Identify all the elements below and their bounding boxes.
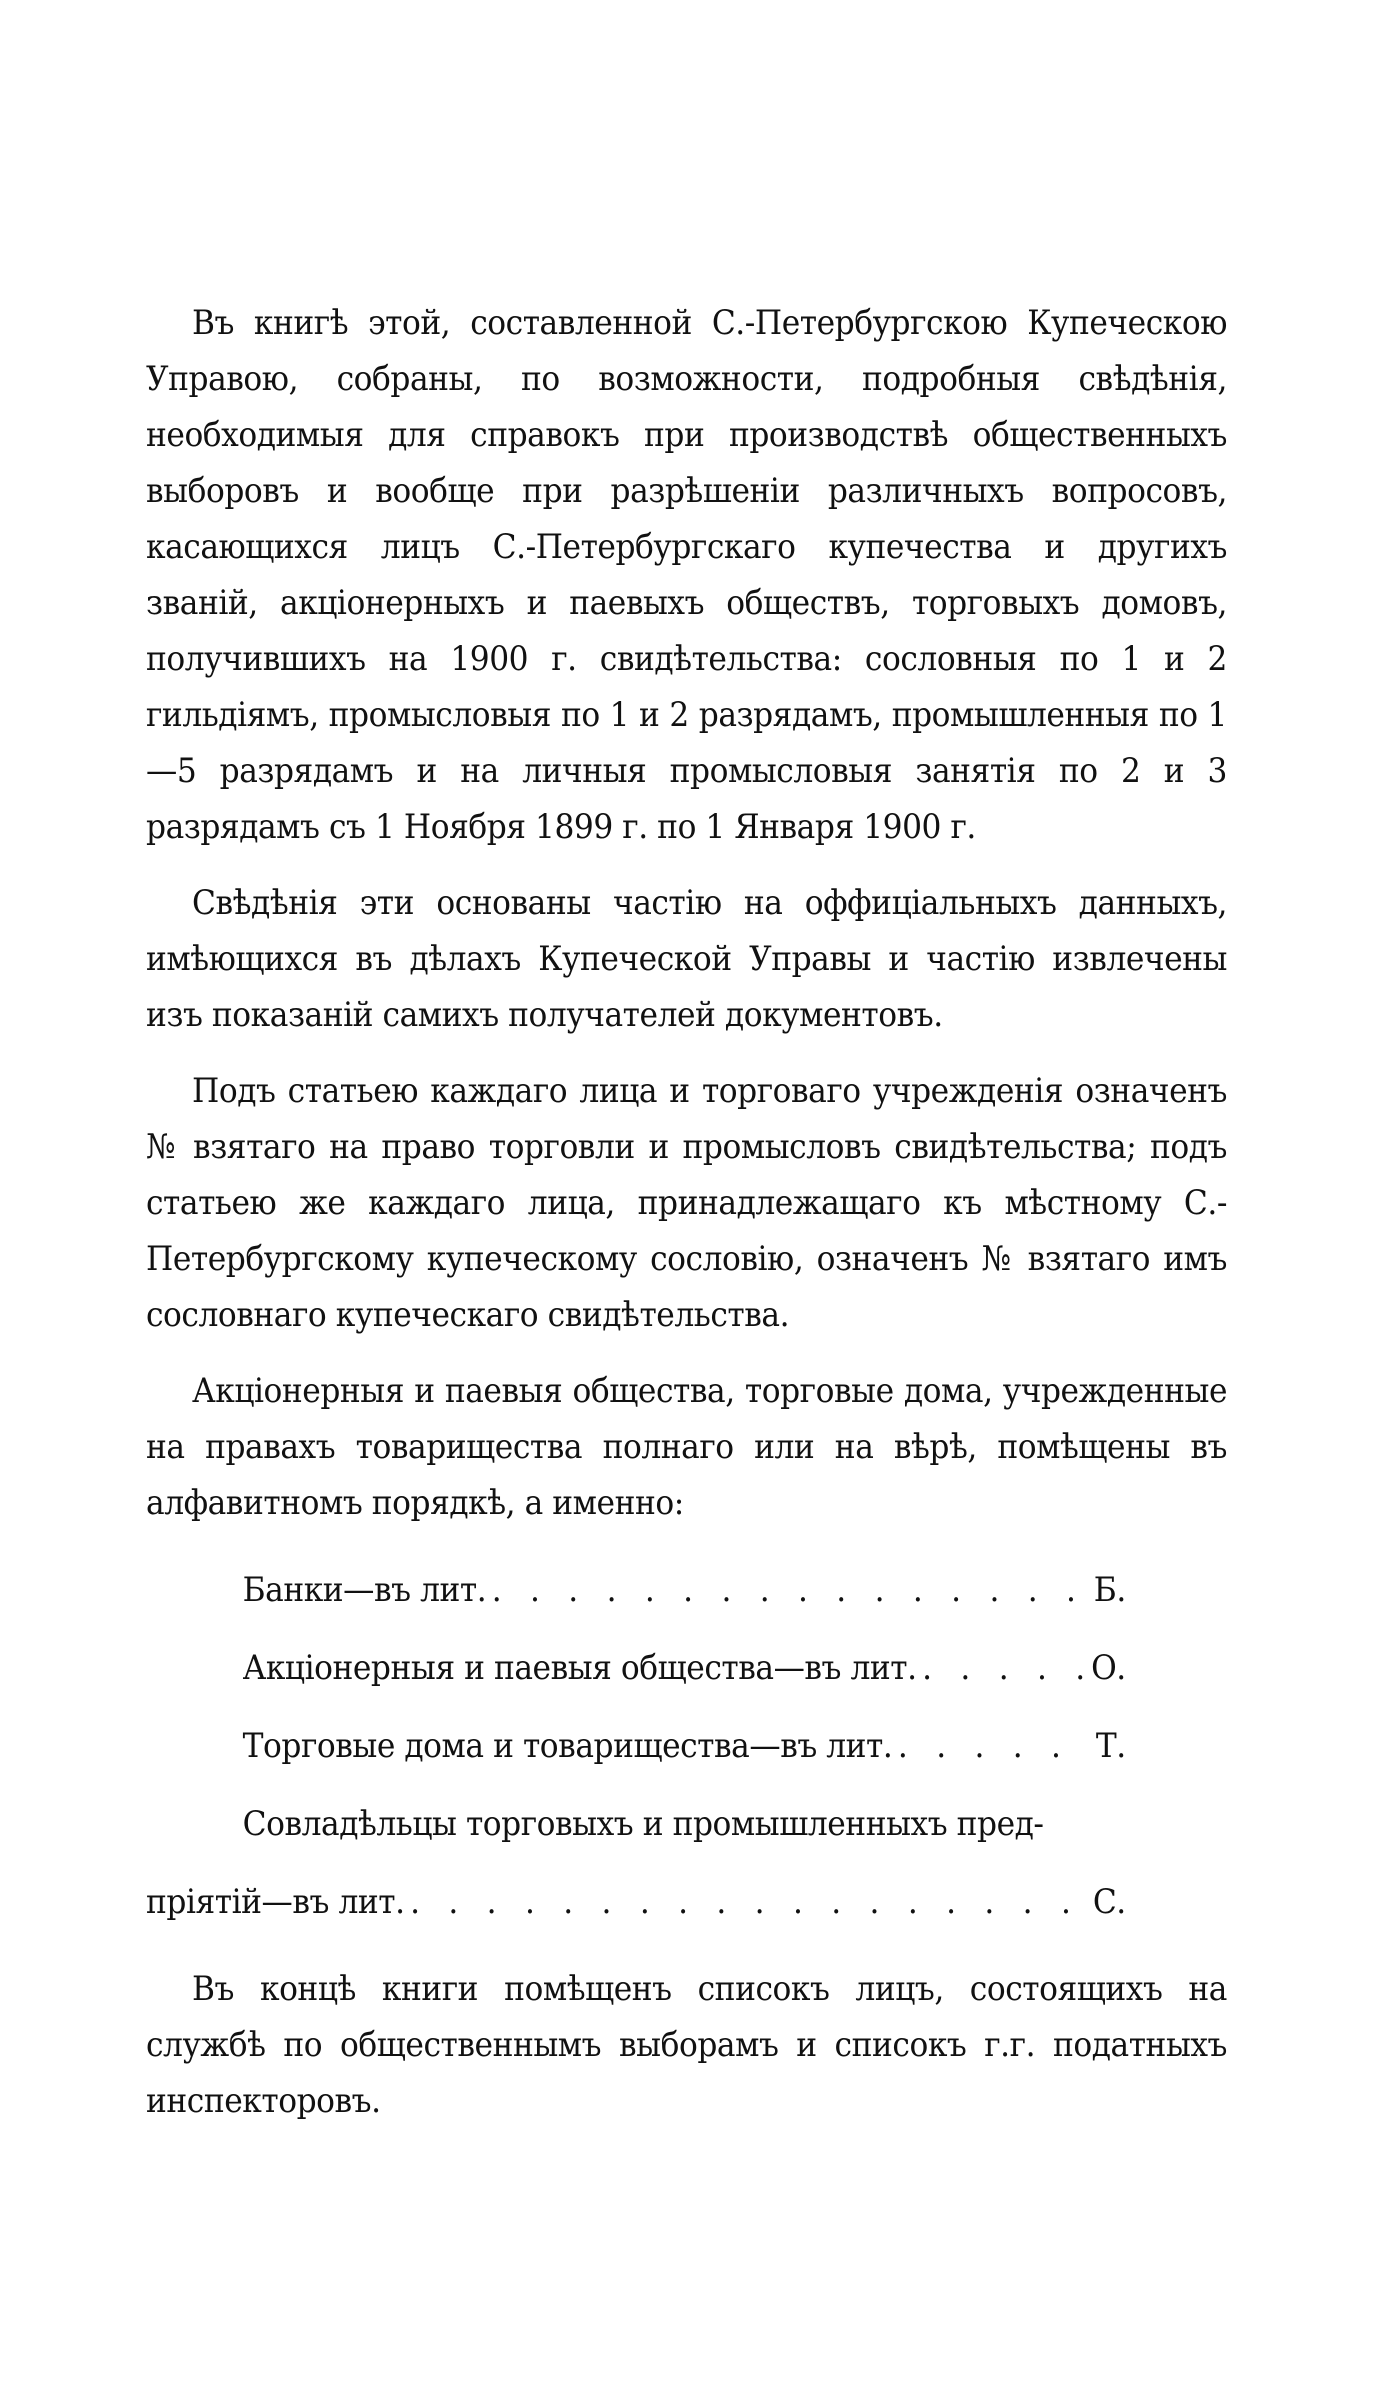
index-entry-label: Акціонерныя и паевыя общества—въ лит.: [242, 1648, 917, 1688]
index-entry-label-line2-row: [146, 1863, 1126, 1941]
index-entry-co-owners: [146, 1785, 1126, 1941]
paragraph-sources: Свѣдѣнія эти основаны частію на оффиціальныхъ данныхъ, имѣющихся въ дѣлахъ Купеческой Управы и частію извлечены изъ показаній самихъ получателей документовъ.: [146, 883, 1227, 1035]
index-entry-label: Торговые дома и товарищества—въ лит.: [242, 1726, 893, 1766]
index-entry-banks: [243, 1551, 1126, 1629]
leader-dots: [898, 1707, 1090, 1785]
paragraph-certificates: Подъ статьею каждаго лица и торговаго учрежденія означенъ № взятаго на право торговли и промысловъ свидѣтельства; подъ статьею же каждаго лица, принадлежащаго къ мѣстному С.-Петербургскому купеческому сословію, означенъ № взятаго имъ сословнаго купеческаго свидѣтельства.: [146, 1071, 1227, 1335]
leader-dots: [410, 1863, 1087, 1941]
paragraph-closing: Въ концѣ книги помѣщенъ списокъ лицъ, состоящихъ на службѣ по общественнымъ выборамъ и списокъ г.г. податныхъ инспекторовъ.: [146, 1969, 1227, 2121]
section-index: [146, 1551, 1227, 1941]
index-entry-letter: О.: [1091, 1648, 1126, 1688]
index-entry-letter: Т.: [1095, 1726, 1126, 1766]
index-entry-letter: С.: [1092, 1882, 1126, 1922]
leader-dots: [922, 1629, 1085, 1707]
index-entry-societies: [243, 1629, 1126, 1707]
index-entry-letter: Б.: [1093, 1570, 1126, 1610]
paragraph-intro: Въ книгѣ этой, составленной С.-Петербургскою Купеческою Управою, собраны, по возможности, подробныя свѣдѣнія, необходимыя для справокъ при производствѣ общественныхъ выборовъ и вообще при разрѣшеніи различныхъ вопросовъ, касающихся лицъ С.-Петербургскаго купечества и другихъ званій, акціонерныхъ и паевыхъ обществъ, торговыхъ домовъ, получившихъ на 1900 г. свидѣтельства: сословныя по 1 и 2 гильдіямъ, промысловыя по 1 и 2 разрядамъ, промышленныя по 1—5 разрядамъ и на личныя промысловыя занятія по 2 и 3 разрядамъ съ 1 Ноября 1899 г. по 1 Января 1900 г.: [146, 303, 1227, 847]
index-entry-label: Банки—въ лит.: [242, 1570, 487, 1610]
paragraph-order: Акціонерныя и паевыя общества, торговые дома, учрежденные на правахъ товарищества полнаго или на вѣрѣ, помѣщены въ алфавитномъ порядкѣ, а именно:: [146, 1371, 1227, 1523]
index-entry-label-line2: пріятій—въ лит.: [146, 1882, 405, 1922]
leader-dots: [492, 1551, 1089, 1629]
preface-text: [146, 295, 1227, 2149]
index-entry-trading-houses: [243, 1707, 1126, 1785]
index-entry-label-line1: Совладѣльцы торговыхъ и промышленныхъ пред-: [242, 1804, 1044, 1844]
